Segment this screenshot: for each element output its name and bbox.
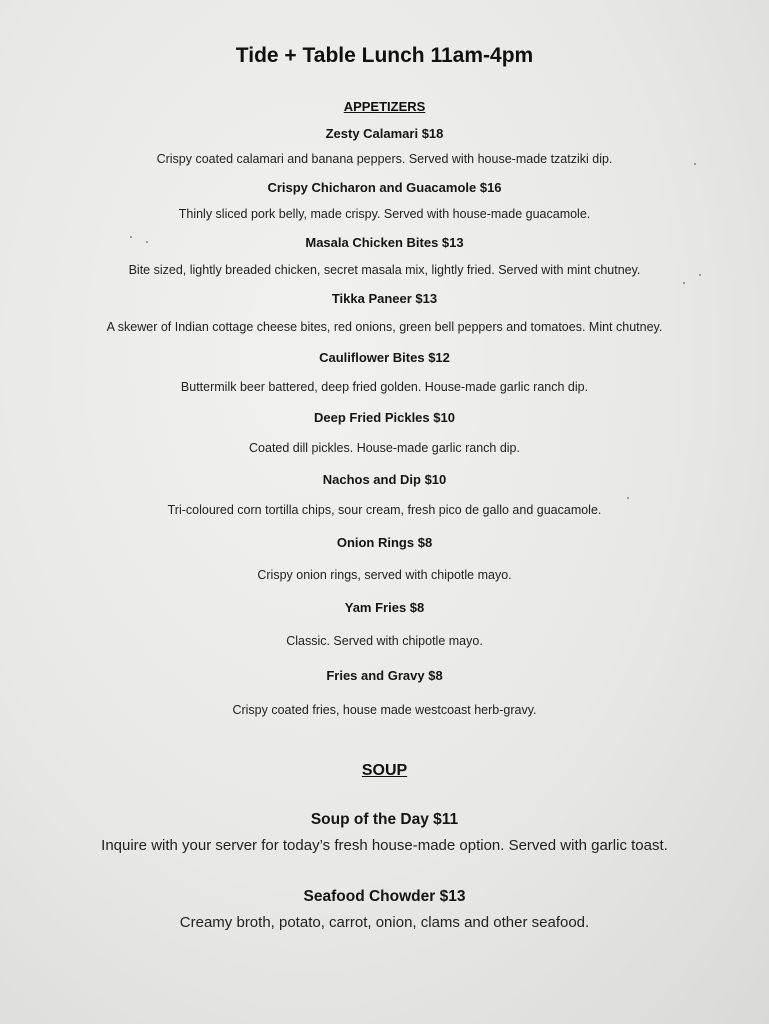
menu-item-description: Bite sized, lightly breaded chicken, secret masala mix, lightly fried. Served with mint chutney. — [128, 263, 641, 277]
menu-item-name: Cauliflower Bites $12 — [319, 350, 450, 365]
appetizers-heading: APPETIZERS — [343, 99, 426, 114]
paper-speck — [130, 236, 132, 238]
paper-speck — [627, 497, 629, 499]
menu-item-description: Classic. Served with chipotle mayo. — [286, 634, 483, 648]
menu-item-name: Onion Rings $8 — [336, 535, 433, 550]
menu-item-name: Soup of the Day $11 — [310, 811, 459, 828]
paper-speck — [699, 274, 701, 276]
menu-item-description: Thinly sliced pork belly, made crispy. Served with house-made guacamole. — [178, 207, 591, 221]
menu-item-name: Seafood Chowder $13 — [303, 888, 466, 905]
menu-item-name: Deep Fried Pickles $10 — [314, 410, 455, 425]
paper-speck — [146, 241, 148, 243]
menu-item-description: Coated dill pickles. House-made garlic ranch dip. — [249, 441, 520, 455]
menu-item-name: Zesty Calamari $18 — [325, 126, 444, 141]
menu-item-description: Creamy broth, potato, carrot, onion, clams and other seafood. — [179, 914, 590, 931]
menu-item-description: Buttermilk beer battered, deep fried golden. House-made garlic ranch dip. — [180, 380, 589, 394]
menu-item-description: Crispy coated fries, house made westcoast herb-gravy. — [232, 703, 537, 717]
paper-speck — [683, 282, 685, 284]
soup-heading: SOUP — [361, 762, 408, 779]
menu-item-description: Crispy coated calamari and banana peppers. Served with house-made tzatziki dip. — [156, 152, 613, 166]
menu-item-description: Crispy onion rings, served with chipotle mayo. — [257, 568, 512, 582]
menu-item-description: A skewer of Indian cottage cheese bites, red onions, green bell peppers and tomatoes. Mint chutney. — [106, 320, 663, 334]
menu-item-name: Crispy Chicharon and Guacamole $16 — [267, 180, 502, 195]
menu-item-name: Fries and Gravy $8 — [326, 668, 443, 683]
paper-speck — [694, 163, 696, 165]
menu-item-name: Yam Fries $8 — [344, 600, 425, 615]
menu-title: Tide + Table Lunch 11am-4pm — [235, 44, 534, 67]
menu-item-name: Masala Chicken Bites $13 — [305, 235, 464, 250]
menu-item-description: Tri-coloured corn tortilla chips, sour cream, fresh pico de gallo and guacamole. — [167, 503, 602, 517]
menu-item-name: Nachos and Dip $10 — [322, 472, 447, 487]
menu-item-description: Inquire with your server for today’s fresh house-made option. Served with garlic toast. — [101, 837, 668, 854]
menu-item-name: Tikka Paneer $13 — [331, 291, 438, 306]
